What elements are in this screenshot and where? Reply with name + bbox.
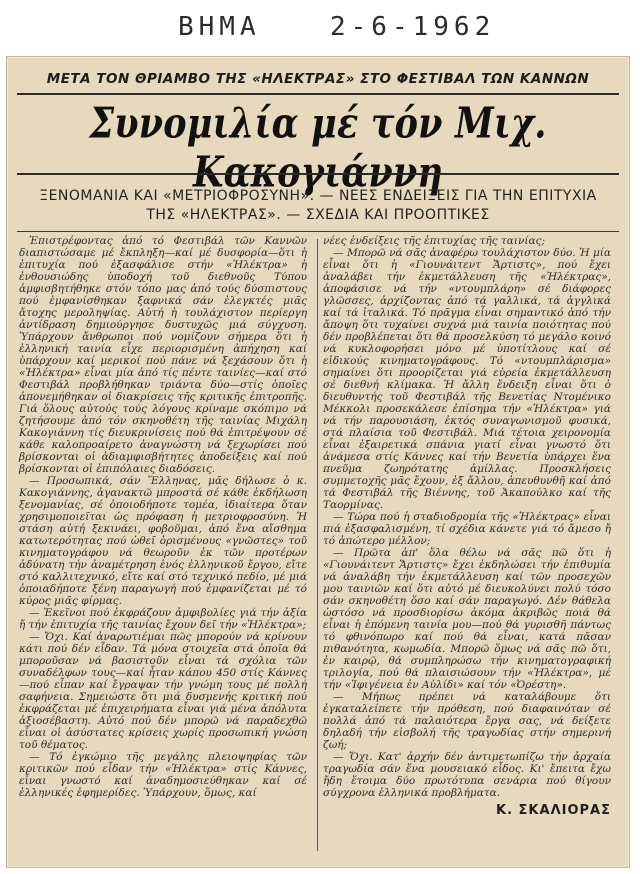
handwritten-date: 2-6-1962 bbox=[330, 12, 496, 42]
top-rule bbox=[17, 93, 619, 95]
headline: Συνομιλία μέ τόν Μιχ. Κακογιάννη bbox=[89, 99, 547, 198]
paragraph: — Μπορῶ νά σᾶς ἀναφέρω τουλάχιστον δύο. Ἡ μία εἶναι ὅτι ἡ «Γιουνάιτεντ Ἄρτιστς», πού ἔχει ἀναλάβει τήν ἐκμετάλλευση τῆς «Ἠλέκτρας», ἀποφάσισε νά τήν «ντουμπλάρη» σέ διάφορες γλῶσσες, ἀρχίζοντας ἀπό τά γαλλικά, τά ἀγγλικά καί τά ἰταλικά. Τό πρᾶγμα εἶναι σημαντικό ἀπό τήν ἄποψη ὅτι τυχαίνει συχνά μιά ταινία ποιότητας πού δέν προβλέπεται ὅτι θά προσελκύση τό μεγάλο κοινό νά κυκλοφορήσει μόνο μέ ὑποτίτλους καί σέ εἰδικούς κινηματογράφους. Τό «ντουμπλάρισμα» σημαίνει ὅτι προορίζεται γιά εὐρεία ἐκμετάλλευση σέ διεθνή κλίμακα. Ἡ ἄλλη ἔνδειξη εἶναι ὅτι ὁ διευθυντής τοῦ Φεστιβάλ τῆς Βενετίας Ντομένικο Μέκκολι προσεκάλεσε ἐπίσημα τήν «Ἠλέκτρα» γιά νά τήν παρουσιάση, ἐκτός συναγωνισμοῦ φυσικά, στά πλαίσια τοῦ Φεστιβάλ. Μιά τέτοια χειρονομία εἶναι ἐξαιρετικά σπάνια γιατί εἶναι γνωστό ὅτι ἀνάμεσα στίς Κάννες καί τήν Βενετία ὑπάρχει ἕνα πνεῦμα ζωηρότατης ἁμίλλας. Προσκλήσεις συμμετοχῆς μᾶς ἔχουν, ἐξ ἄλλου, ἀπευθυνθῆ καί ἀπό τά Φεστιβάλ τῆς Βιέννης, τοῦ Ἀκαπούλκο καί τῆς Ταορμίνας. bbox=[323, 247, 611, 511]
paragraph: — Τό ἐγκώμιο τῆς μεγάλης πλειοψηφίας τῶν κριτικῶν πού εἶδαν τήν «Ἠλέκτρα» στίς Κάννες, εἶναι γνωστό καί ἀναδημοσιεύθηκαν καί σέ ἑλληνικές ἐφημερίδες. Ὑπάρχουν, ὅμως, καί bbox=[19, 751, 307, 799]
article-column-right bbox=[323, 235, 611, 817]
handwritten-newspaper-name: ΒΗΜΑ bbox=[178, 12, 261, 42]
subheadline: ΞΕΝΟΜΑΝΙΑ ΚΑΙ «ΜΕΤΡΙΟΦΡΟΣΥΝΗ». — ΝΕΕΣ ΕΝΔΕΙΞΕΙΣ ΓΙΑ ΤΗΝ ΕΠΙΤΥΧΙΑ ΤΗΣ «ΗΛΕΚΤΡΑΣ». — ΣΧΕΔΙΑ ΚΑΙ ΠΡΟΟΠΤΙΚΕΣ bbox=[39, 188, 597, 223]
subhead-rule bbox=[17, 231, 619, 232]
byline: Κ. ΣΚΑΛΙΟΡΑΣ bbox=[496, 803, 611, 818]
paragraph: — Ὄχι. Καί ἀναρωτιέμαι πῶς μπορούν νά κρίνουν κάτι πού δέν εἶδαν. Τά μόνα στοιχεῖα στά ὁποῖα θά μποροῦσαν νά βασιστοῦν εἶναι τά σχόλια τῶν συναδέλφων τους—καί ἦταν κάπου 450 στίς Κάννες—πού εἶπαν καί ἔγραψαν τήν γνώμη τους μέ πολλή σαφήνεια. Σημειώστε ὅτι μιά δυσμενής κριτική πού ἐκφράζεται μέ ἐπιχειρήματα εἶναι γιά μένα ἀπόλυτα ἀξιοσέβαστη. Αὐτό πού δέν μπορῶ νά παραδεχθῶ εἶναι οἱ ἀσύστατες κρίσεις χωρίς προσωπική γνώση τοῦ θέματος. bbox=[19, 631, 307, 751]
column-divider bbox=[317, 239, 318, 851]
headline-rule bbox=[17, 173, 619, 175]
paragraph: Ἐπιστρέφοντας ἀπό τό Φεστιβάλ τῶν Καννῶν διαπιστώσαμε μέ ἔκπληξη—καί μέ δυσφορία—ὅτι ἡ ἐπιτυχία πού ἐξασφάλισε στήν «Ἠλέκτρα» ἡ ἐνθουσιώδης ὑποδοχή τοῦ διεθνοῦς Τύπου ἀμφισβητήθηκε στόν τόπο μας ἀπό τούς δύσπιστους πού ἐμφανίσθηκαν ξαφνικά σάν ἐλεγκτές μιᾶς ἄτοχης μεροληψίας. Αὐτή ἡ τουλάχιστον περίεργη ἀντίδραση δημιούργησε δυστυχῶς μιά σύγχυση. Ὑπάρχουν ἄνθρωποι πού νομίζουν σήμερα ὅτι ἡ ἑλληνική ταινία εἶχε περιορισμένη ἀπήχηση καί ὑπάρχουν καί μερικοί πού πάνε νά ξεχάσουν ὅτι ἡ «Ἠλέκτρα» εἶναι μία ἀπό τίς πέντε ταινίες—καί στό Φεστιβάλ προβλήθηκαν τριάντα δύο—στίς ὁποῖες ἀπονεμήθηκαν οἱ διακρίσεις τῆς κριτικῆς ἐπιτροπῆς. Γιά ὅλους αὐτούς τούς λόγους κρίναμε σκόπιμο νά ζητήσουμε ἀπό τόν σκηνοθέτη τῆς ταινίας Μιχάλη Κακογιάννη τίς διευκρινίσεις πού θά ἐπιτρέψουν σέ κάθε καλοπροαίρετο ἀναγνώστη νά ξεχωρίσει πού βρίσκονται οἱ ἀδιαμφισβήτητες ἀποδείξεις καί πού βρίσκονται οἱ ἐπιπόλαιες διαδόσεις. bbox=[19, 235, 307, 475]
paragraph: — Πρῶτα ἀπ' ὅλα θέλω νά σᾶς πῶ ὅτι ἡ «Γιουνάιτεντ Ἄρτιστς» ἔχει ἐκδηλώσει τήν ἐπιθυμία νά ἀναλάβη τήν ἐκμετάλλευση καί τῶν προσεχῶν μου ταινιῶν καί ὅτι αὐτό μέ διευκολύνει πολύ τόσο σάν σκηνοθέτη ὅσο καί σάν παραγωγό. Δέν θάθελα ὡστόσο νά προσδιορίσω ἀκόμα ἀκριβῶς ποιά θά εἶναι ἡ ἑπόμενη ταινία μου—πού θά γυρισθῆ πάντως τό φθινόπωρο καί πού θά εἶναι, κατά πᾶσαν πιθανότητα, κωμωδία. Μπορῶ ὅμως νά σᾶς πῶ ὅτι, ἐν καιρῷ, θά συμπληρώσω τήν κινηματογραφική τριλογία, πού θά πλαισιώσουν τήν «Ἠλέκτρα», μέ τήν «Ἰφιγένεια ἐν Αὐλίδι» καί τόν «Ὀρέστη». bbox=[323, 547, 611, 691]
paragraph: — Προσωπικά, σάν Ἕλληνας, μᾶς δήλωσε ὁ κ. Κακογιάννης, ἀγανακτῶ μπροστά σέ κάθε ἐκδήλωση ξενομανίας, σέ ὁποιοδήποτε τομέα, ἰδιαίτερα ὅταν χρησιμοποιεῖται ὡς πρόφαση ἡ μετριοφροσύνη. Ἡ στάση αὐτή ξεκινάει, φοβοῦμαι, ἀπό ἕνα αἴσθημα κατωτερότητας πού ὠθεῖ ὁρισμένους «γνῶστες» τοῦ κινηματογράφου νά θεωροῦν ἐκ τῶν προτέρων ἀδύνατη τήν ἀναμέτρηση ἑνός ἑλληνικοῦ ἔργου, εἴτε στό καλλιτεχνικό, εἴτε καί στό τεχνικό πεδίο, μέ μιά ὁποιαδήποτε ξένη παραγωγή πού ἐμφανίζεται μέ τό κύρος μιᾶς φίρμας. bbox=[19, 475, 307, 607]
newspaper-clipping bbox=[6, 56, 630, 868]
paragraph: νέες ἐνδείξεις τῆς ἐπιτυχίας τῆς ταινίας; bbox=[323, 235, 546, 247]
kicker-title: ΜΕΤΑ ΤΟΝ ΘΡΙΑΜΒΟ ΤΗΣ «ΗΛΕΚΤΡΑΣ» ΣΤΟ ΦΕΣΤΙΒΑΛ ΤΩΝ ΚΑΝΝΩΝ bbox=[46, 71, 590, 87]
paragraph: — Ὄχι. Κατ' ἀρχήν δέν ἀντιμετωπίζω τήν ἀρχαία τραγωδία σάν ἕνα μουσειακό εἶδος. Κι' ἔπειτα ἔχω ἤδη ἕτοιμα δύο πρωτότυπα σενάρια πού θίγουν σύγχρονα ἑλληνικά προβλήματα. bbox=[323, 751, 611, 799]
article-column-left bbox=[19, 235, 307, 799]
paragraph: — Τώρα πού ἡ σταδιοδρομία τῆς «Ἠλέκτρας» εἶναι πιά ἐξασφαλισμένη, τί σχέδια κάνετε γιά τό ἄμεσο ἤ τό ἀπώτερο μέλλον; bbox=[323, 511, 611, 547]
paragraph: — Ἐκεῖνοι πού ἐκφράζουν ἀμφιβολίες γιά τήν ἀξία ἤ τήν ἐπιτυχία τῆς ταινίας ἔχουν δεῖ τήν «Ἠλέκτρα»; bbox=[19, 607, 307, 631]
paragraph: — Μήπως πρέπει νά καταλάβουμε ὅτι ἐγκαταλείπετε τήν πρόθεση, πού διαφαινόταν σέ πολλά ἀπό τά παλαιότερα ἔργα σας, νά δείξετε δηλαδή τήν εἰσβολή τῆς τραγωδίας στήν σημερινή ζωή; bbox=[323, 691, 611, 751]
